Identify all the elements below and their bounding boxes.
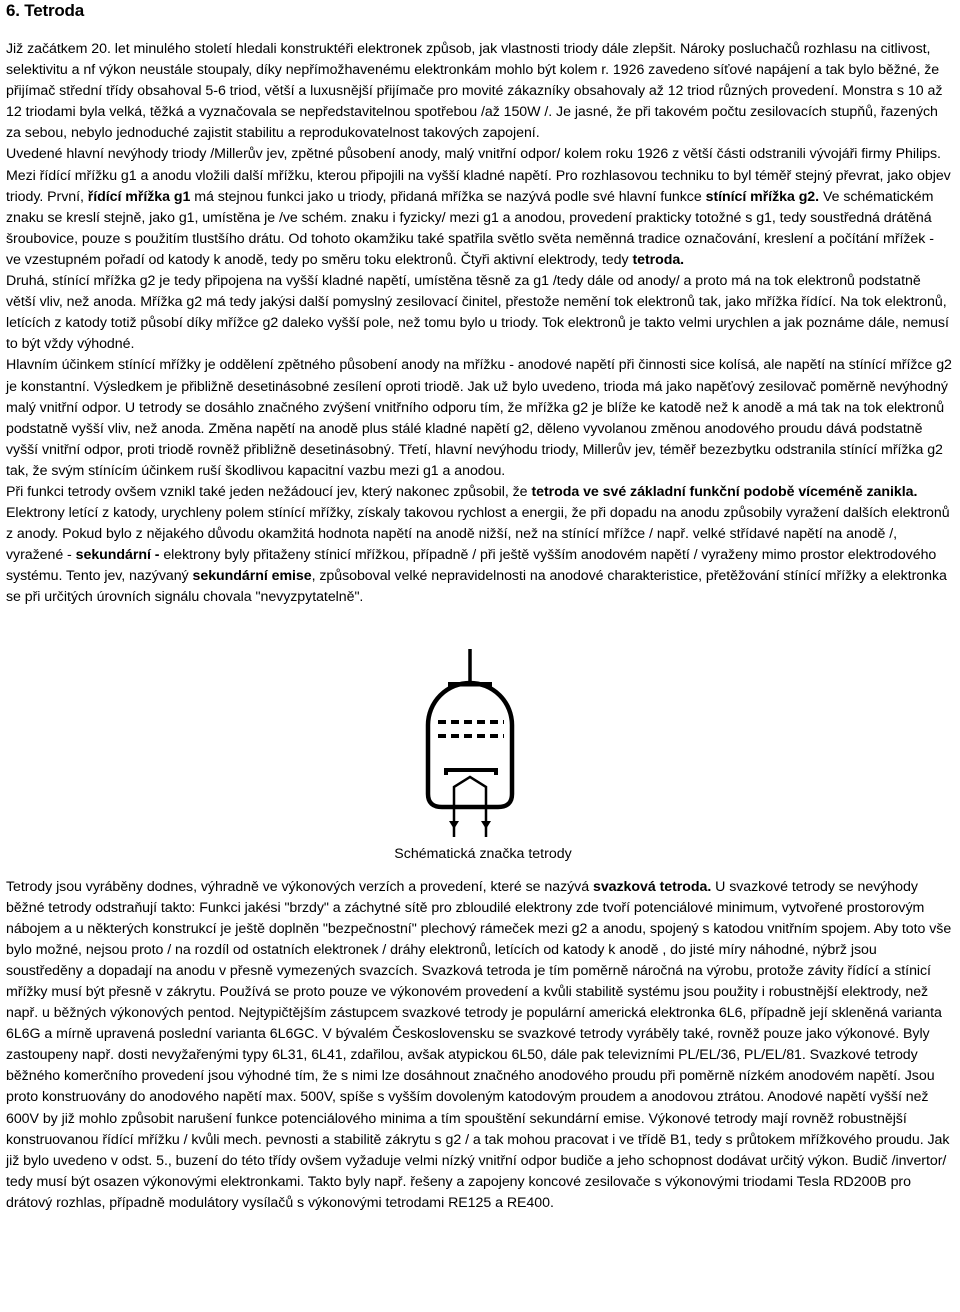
text-run: Ve schématickém znaku se kreslí stejně, jako g1, umístěna je /ve schém. znaku i fyzicky/ mezi g1 a anodou, provedení prakticky totožné s g1, tedy soustředná drátěná šroubovice, pouze s použitím tlustšího drátu. Od tohoto okamžiku také spatřila světlo světa neměnná tradice označování, kreslení a počítání mřížek - ve vzestupném pořadí od katody k anodě, tedy po směru toku elektronů. Čtyři aktivní elektrody, tedy — [6, 188, 934, 268]
paragraph-screen-grid: Druhá, stínící mřížka g2 je tedy připojena na vyšší kladné napětí, umístěna těsně za g1 /tedy dále od anody/ a proto má na tok elektronů podstatně větší vliv, než anoda. Mřížka g2 má tedy jakýsi další pomyslný zesilovací činitel, přestože nemění tok elektronů tak, jako mřížka řídící. Na tok elektronů, letících z katody totiž působí díky mřížce g2 daleko vyšší pole, než tomu bylo u triody. Tok elektronů je takto velmi urychlen a jak poznáme dále, nemusí to být vždy výhodné. — [6, 273, 949, 353]
tetrode-schematic-symbol — [408, 649, 538, 837]
bold-term-secondary-emission: sekundární emise — [192, 568, 312, 585]
text-run: Elektrony letící z katody, urychleny polem stínící mřížky, získaly takovou rychlost a energii, že při dopadu na anodu způsobily vyražení dalších elektronů z anody. Pokud bylo z nějakého důvodu okamžitá hodnota napětí na anodě nižší, než na stínící mřížce / např. velké střídavé napětí na anodě /, vyražené - — [6, 505, 950, 564]
text-run: , způsoboval velké nepravidelnosti na anodové charakteristice, přetěžování stínící mřížky a elektronka se při určitých úrovních signálu chovala "nevyzpytatelně". — [6, 568, 947, 606]
bold-term-screen-grid: stínící mřížka g2. — [705, 188, 820, 205]
document-page — [6, 0, 952, 1214]
bold-term-beam-tetrode: svazková tetroda. — [592, 878, 712, 895]
bold-term-tetroda: tetroda. — [632, 251, 685, 268]
paragraph-main-effect: Hlavním účinkem stínící mřížky je oddělení zpětného působení anody na mřížku - anodové napětí při činnosti sice kolísá, ale napětí na stínící mřížce g2 je konstantní. Výsledkem je přibližně desetinásobné zesílení oproti triodě. Jak už bylo uvedeno, trioda má jako napěťový zesilovač poměrně nevýhodný malý vnitřní odpor. U tetrody se dosáhlo značného zvýšení vnitřního odporu tím, že mřížka g2 je blíže ke katodě než k anodě a má tak na tok elektronů podstatně vyšší vliv, než anoda. Změna napětí na anodě plus stálé kladné napětí g2, děleno vyvolanou změnou anodového proudu dává podstatně vyšší vnitřní odpor, proti triodě rovněž přibližně desetinásobný. Třetí, hlavní nevýhodu triody, Millerův jev, téměř bezezbytku odstranila stínící mřížka g2 tak, že svým stínícím účinkem ruší škodlivou kapacitní vazbu mezi g1 a anodou. — [6, 357, 952, 479]
tetrode-symbol-figure — [6, 649, 952, 837]
paragraph-philips — [6, 144, 952, 271]
text-run: U svazkové tetrody se nevýhody běžné tetrody odstraňují takto: Funkci jakési "brzdy" a záchytné sítě pro zbloudilé elektrony zde tvoří potenciálové minimum, vytvořené prostorovým nábojem a u některých konstrukcí je ještě doplněn "bezpečnostní" plechový rámeček mezi g2 a anodu, spojený s katodou vnitřním spojem. Aby toto vše bylo možné, nejsou proto / na rozdíl od ostatních elektronek / dráhy elektronů, letících od katody k anodě , do jisté míry náhodné, nýbrž jsou soustředěny a dopadají na anodu v přesně vymezených svazcích. Svazková tetroda je tím poměrně náročná na výrobu, protože závity řídící a stínicí mřížky musí být přesně v zákrytu. Používá se proto pouze ve výkonovém provedení a kvůli stabilitě systému jsou použity i robustnější elektrody, než např. u běžných výkonových pentod. Nejtypičtějším zástupcem svazkové tetrody je populární americká elektronka 6L6, případně její skleněná varianta 6L6G a mírně upravená poslední varianta 6L6GC. V bývalém Československu se svazkové tetrody vyráběly také, rovněž pouze jako výkonové. Byly zastoupeny např. dosti nevyžařenými typy 6L31, 6L41, zdařilou, avšak atypickou 6L50, dále pak televizními PL/EL/36, PL/EL/81. Svazkové tetrody běžného komerčního provedení jsou výhodné tím, že s nimi lze dosáhnout značného anodového proudu při poměrně nízkém anodovém napětí. Jsou proto konstruovány do anodového napětí max. 500V, spíše s vyšším dovoleným katodovým proudem a anodovou ztrátou. Anodové napětí vyšší než 600V by již mohlo způsobit narušení funkce potenciálového minima a tím spouštění sekundární emise. Výkonové tetrody mají rovněž robustnější konstruovanou řídící mřížku / kvůli mech. pevnosti a stabilitě zákrytu s g2 / a tak mohou pracovat i ve třídě B1, tedy s průtokem mřížkového proudu. Jak již bylo uvedeno v odst. 5., buzení do této třídy ovšem vyžaduje velmi nízký vnitřní odpor budiče a jeho schopnost dodávat určitý výkon. Budič /invertor/ tedy musí být osazen výkonovými elektronkami. Takto byly např. řešeny a zapojeny koncové zesilovače s výkonovými triodami Tesla RD200B pro drátový rozhlas, případně modulátory vysílačů s výkonovými tetrodami RE125 a RE400. — [6, 878, 952, 1211]
paragraph-secondary-emission — [6, 482, 952, 609]
figure-caption: Schématická značka tetrody — [394, 845, 572, 862]
text-run: Uvedené hlavní nevýhody triody /Millerův jev, zpětné působení anody, malý vnitřní odpor/ kolem roku 1926 z větší části odstranili vývojáři firmy Philips. Mezi řídící mřížku g1 a anodu vložili další mřížku, kterou připojili na vyšší kladné napětí. Pro rozhlasovou techniku to byl téměř stejný převrat, jako objev triody. První, — [6, 146, 951, 205]
paragraph-beam-tetrode — [6, 877, 952, 1215]
bold-term-control-grid: řídící mřížka g1 — [87, 188, 191, 205]
bold-term-secondary: sekundární - — [75, 547, 160, 564]
text-run: Při funkci tetrody ovšem vznikl také jeden nežádoucí jev, který nakonec způsobil, že — [6, 483, 528, 500]
text-run: elektrony byly přitaženy stínicí mřížkou, případně / při ještě vyšším anodovém napětí / vyraženy mimo prostor elektrodového systému. Tento jev, nazývaný — [6, 547, 937, 585]
bold-phrase-extinct: tetroda ve své základní funkční podobě víceméně zanikla. — [531, 483, 918, 500]
text-run: Tetrody jsou vyráběny dodnes, výhradně ve výkonových verzích a provedení, které se nazývá — [6, 878, 590, 895]
text-run: má stejnou funkci jako u triody, přidaná mřížka se nazývá podle své hlavní funkce — [194, 188, 702, 205]
section-heading: 6. Tetroda — [6, 1, 84, 20]
paragraph-intro: Již začátkem 20. let minulého století hledali konstruktéři elektronek způsob, jak vlastnosti triody dále zlepšit. Nároky posluchačů rozhlasu na citlivost, selektivitu a nf výkon neustále stoupaly, díky nepřímožhavenému elektronkám mohlo být kolem r. 1926 zavedeno síťové napájení a tak bylo běžné, že přijímač střední třídy obsahoval 5-6 triod, větší a luxusnější přijímače pro movité zákazníky obsahovaly až 12 triod různých provedení. Monstra s 10 až 12 triodami byla velká, těžká a vyznačovala se nepředstavitelnou spotřebou /až 150W /. Je jasné, že při takovém počtu zesilovacích stupňů, řazených za sebou, nebylo jednoduché zajistit stabilitu a reprodukovatelnost takových zapojení. — [6, 41, 943, 142]
